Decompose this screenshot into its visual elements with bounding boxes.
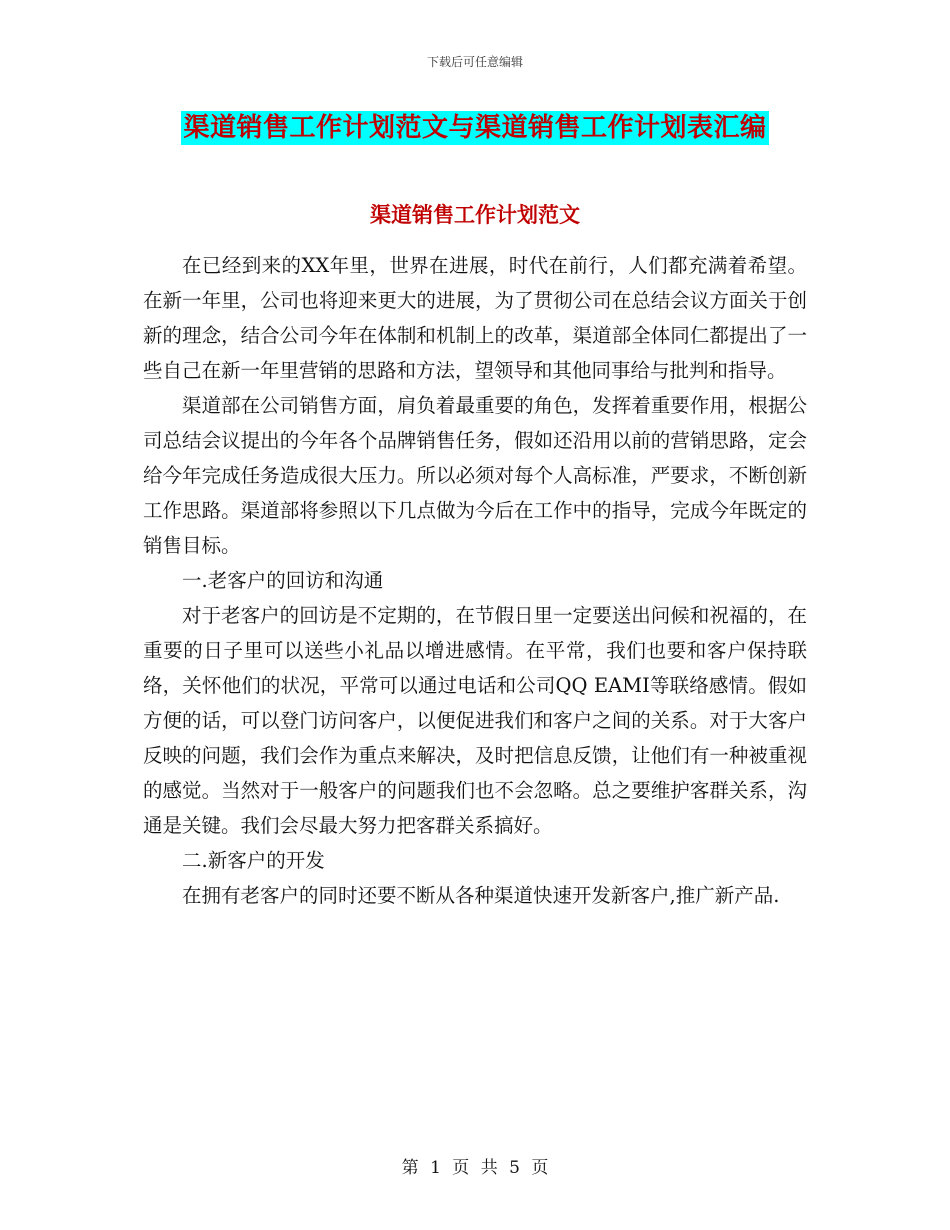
paragraph-role: 渠道部在公司销售方面，肩负着最重要的角色，发挥着重要作用，根据公司总结会议提出的今年各个品牌销售任务，假如还沿用以前的营销思路，定会给今年完成任务造成很大压力。所以必须对每个人高标准，严要求，不断创新工作思路。渠道部将参照以下几点做为今后在工作中的指导，完成今年既定的销售目标。 bbox=[143, 394, 807, 557]
paragraph-new-clients: 在拥有老客户的同时还要不断从各种渠道快速开发新客户,推广新产品. bbox=[182, 884, 780, 907]
paragraph-old-clients: 对于老客户的回访是不定期的，在节假日里一定要送出问候和祝福的，在重要的日子里可以送些小礼品以增进感情。在平常，我们也要和客户保持联络，关怀他们的状况，平常可以通过电话和公司QQ EAMI等联络感情。假如方便的话，可以登门访问客户，以便促进我们和客户之间的关系。对于大客户反映的问题，我们会作为重点来解决，及时把信息反馈，让他们有一种被重视的感觉。当然对于一般客户的问题我们也不会忽略。总之要维护客群关系，沟通是关键。我们会尽最大努力把客群关系搞好。 bbox=[143, 604, 807, 837]
heading-old-clients: 一.老客户的回访和沟通 bbox=[182, 569, 384, 592]
heading-new-clients: 二.新客户的开发 bbox=[182, 849, 325, 872]
main-title-container bbox=[0, 111, 950, 145]
header-note: 下载后可任意编辑 bbox=[426, 55, 523, 69]
body-text bbox=[143, 248, 807, 913]
page-number-footer: 第 1 页 共 5 页 bbox=[401, 1158, 549, 1178]
section-title: 渠道销售工作计划范文 bbox=[370, 202, 580, 227]
main-title: 渠道销售工作计划范文与渠道销售工作计划表汇编 bbox=[183, 113, 767, 143]
paragraph-intro: 在已经到来的XX年里，世界在进展，时代在前行，人们都充满着希望。在新一年里，公司也将迎来更大的进展，为了贯彻公司在总结会议方面关于创新的理念，结合公司今年在体制和机制上的改革，渠道部全体同仁都提出了一些自己在新一年里营销的思路和方法，望领导和其他同事给与批判和指导。 bbox=[143, 254, 807, 382]
